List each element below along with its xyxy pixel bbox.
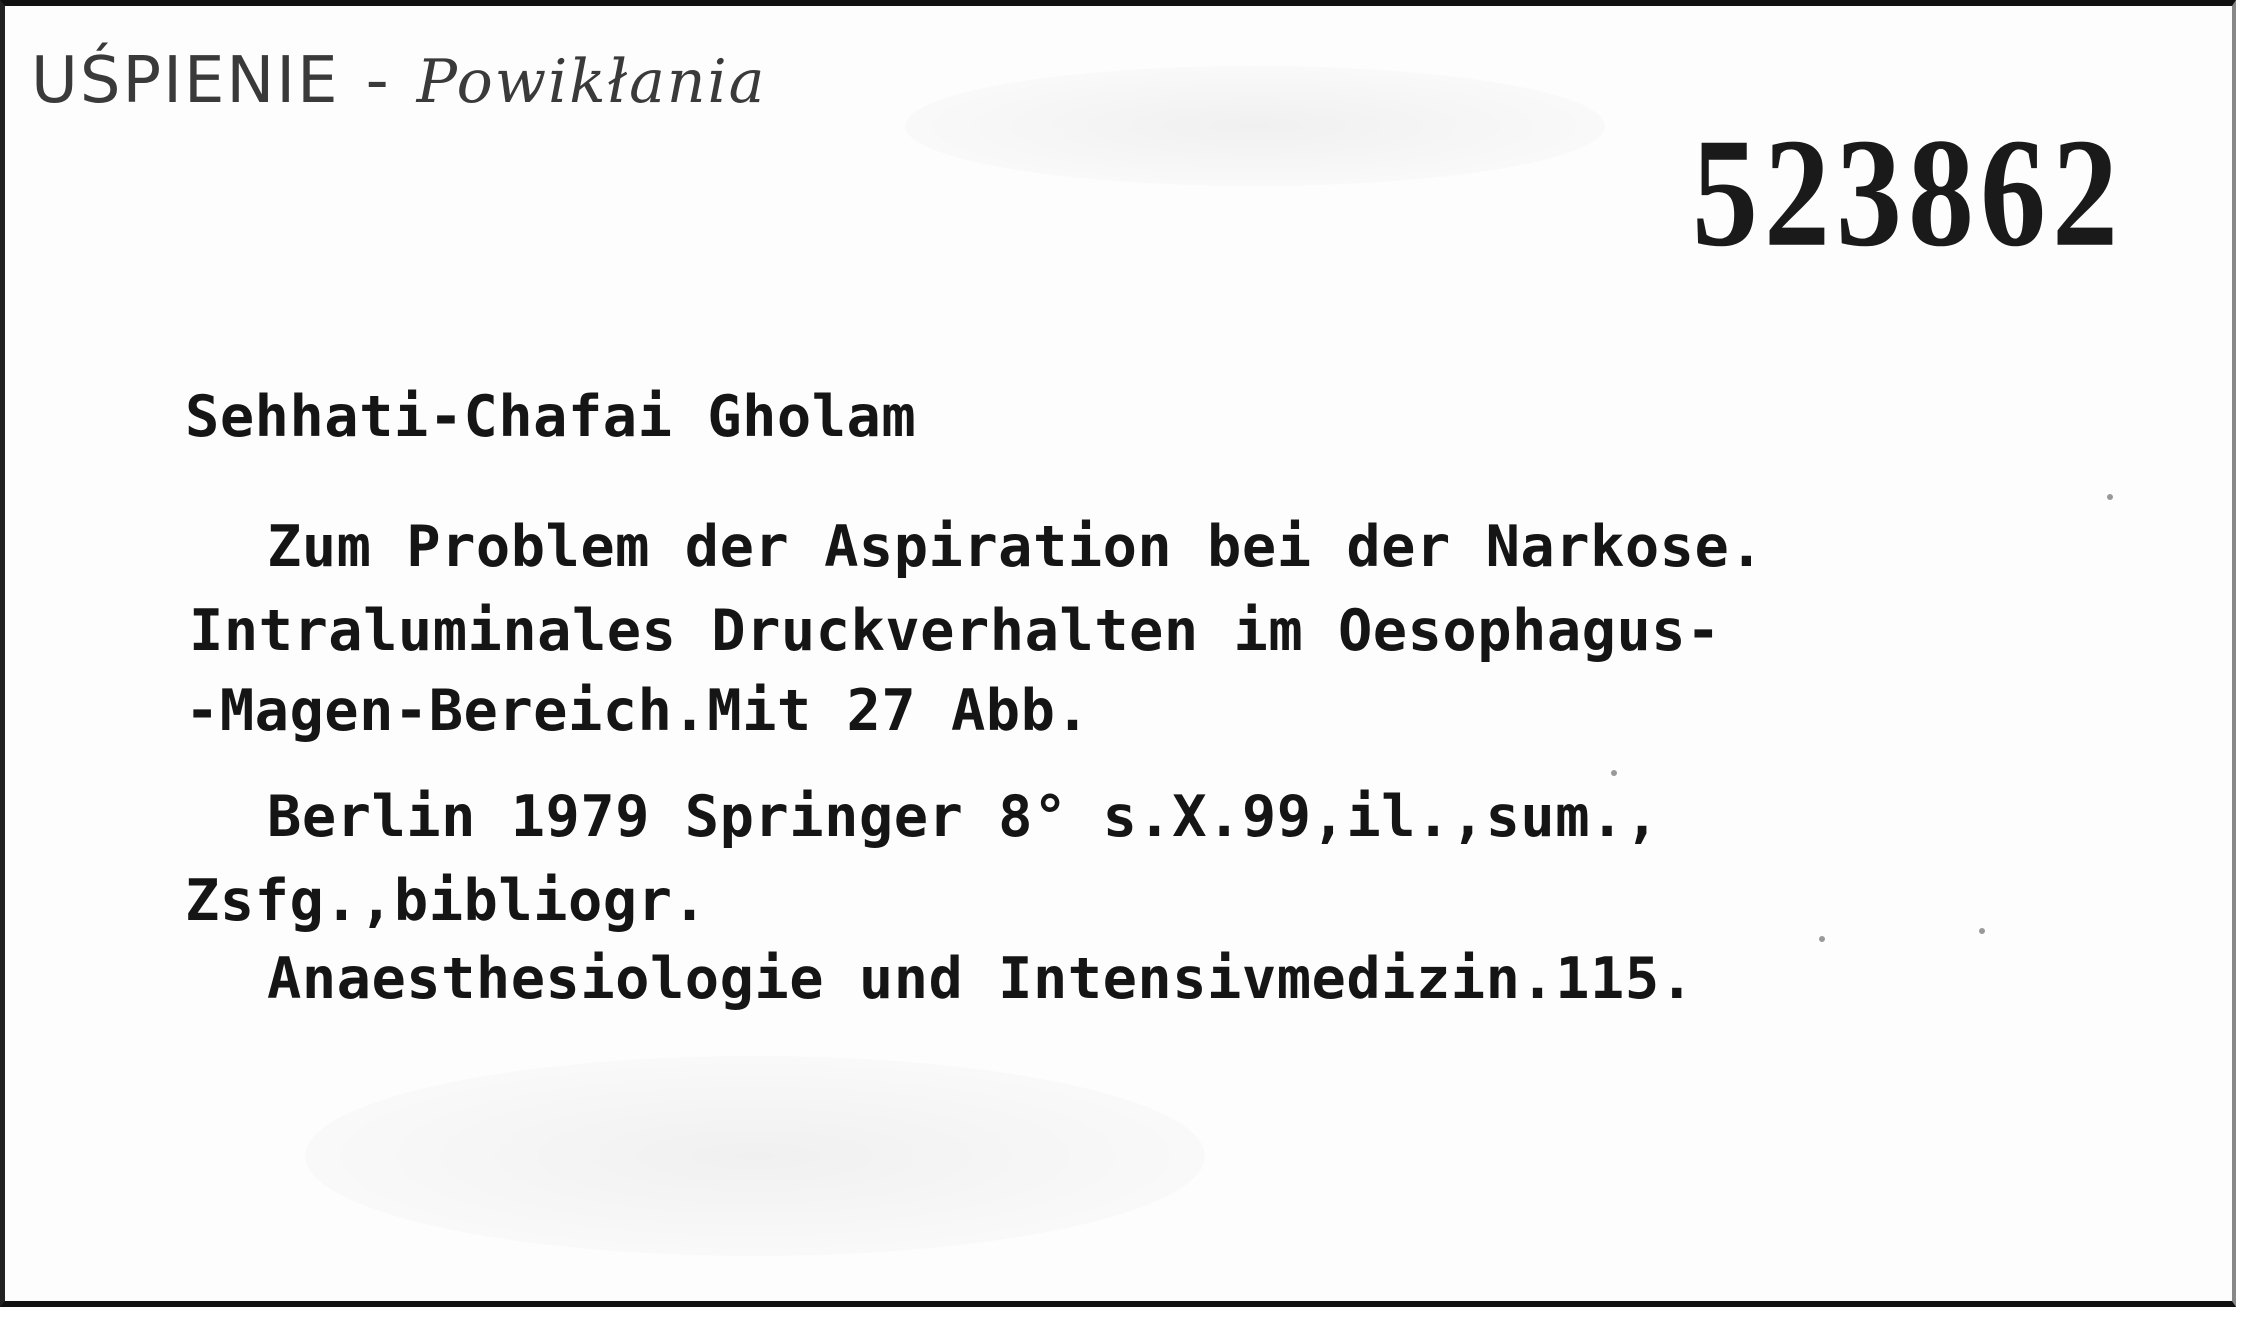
title-line-2: Intraluminales Druckverhalten im Oesophagus- bbox=[189, 598, 1721, 664]
ink-speck bbox=[1611, 770, 1617, 776]
paper-smudge bbox=[905, 66, 1605, 186]
ink-speck bbox=[1819, 936, 1825, 942]
author-name: Sehhati-Chafai Gholam bbox=[185, 384, 917, 450]
imprint-line-1: Berlin 1979 Springer 8° s.X.99,il.,sum., bbox=[267, 784, 1660, 850]
subject-subterm: Powikłania bbox=[416, 47, 767, 117]
catalog-number: 523862 bbox=[1692, 105, 2124, 279]
subject-separator: - bbox=[365, 44, 391, 118]
title-line-3: -Magen-Bereich.Mit 27 Abb. bbox=[185, 678, 1091, 744]
subject-term: UŚPIENIE bbox=[31, 44, 340, 118]
paper-smudge bbox=[305, 1056, 1205, 1256]
imprint-line-2: Zsfg.,bibliogr. bbox=[185, 868, 708, 934]
ink-speck bbox=[2107, 494, 2113, 500]
ink-speck bbox=[1979, 928, 1985, 934]
series-statement: Anaesthesiologie und Intensivmedizin.115. bbox=[267, 946, 1695, 1012]
title-line-1: Zum Problem der Aspiration bei der Narkose. bbox=[267, 514, 1765, 580]
handwritten-subject-heading bbox=[31, 44, 766, 118]
